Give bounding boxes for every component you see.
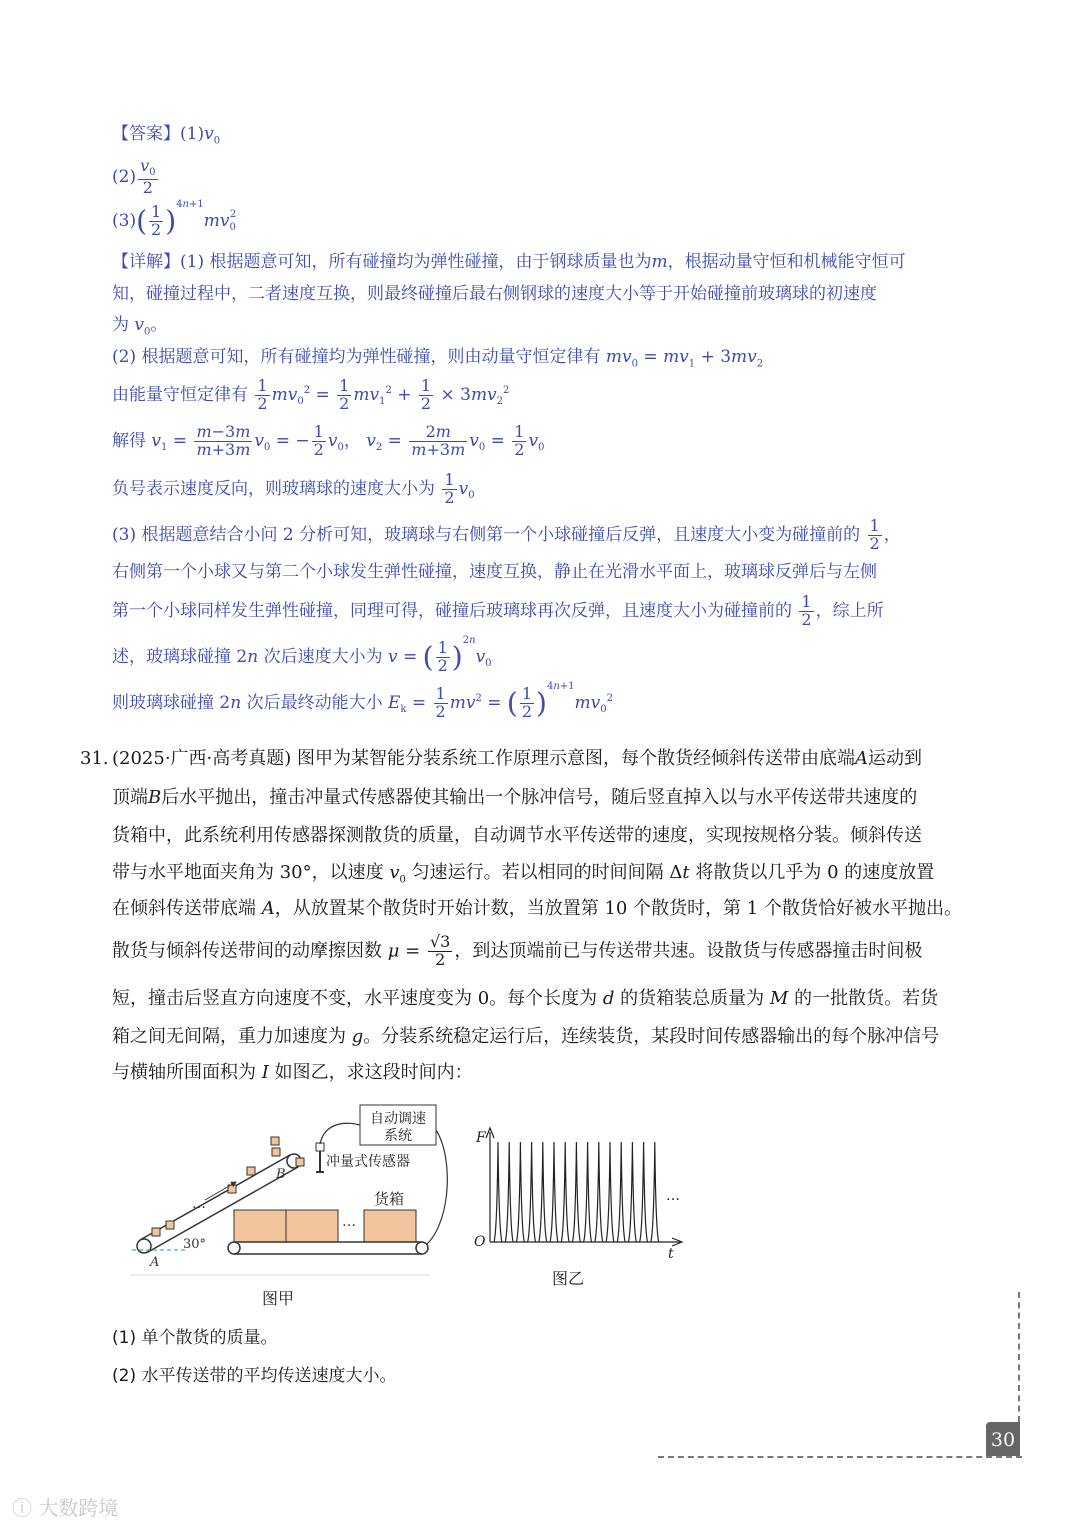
pulse	[516, 1142, 524, 1242]
crates	[234, 1210, 416, 1242]
pulse	[584, 1142, 592, 1242]
detail-p1-l3: 为 $v_0$。	[112, 315, 168, 338]
answer-label: 【答案】	[112, 124, 180, 144]
dashed-border-horizontal	[658, 1456, 1022, 1458]
pulse	[505, 1142, 513, 1242]
box-line-1: 自动调速	[370, 1111, 426, 1127]
sensor-label: 冲量式传感器	[326, 1154, 410, 1170]
detail-p3-l3: 第一个小球同样发生弹性碰撞，同理可得，碰撞后玻璃球再次反弹，且速度大小为碰撞前的 $\frac{1}{2}$ ，综上所	[112, 592, 884, 629]
detail-p2-l4: 负号表示速度反向，则玻璃球的速度大小为 $\frac{1}{2}$ $v_0$	[112, 470, 475, 507]
detail-p3-l4: 述，玻璃球碰撞 2n 次后速度大小为 v = ( $\frac{1}{2}$ )$^{2n}v_0$	[112, 635, 492, 675]
crate-label: 货箱	[374, 1190, 405, 1208]
question-line-9: 与横轴所围面积为 I 如图乙，求这段时间内：	[112, 1062, 473, 1083]
question-line-2: 顶端B后水平抛出，撞击冲量式传感器使其输出一个脉冲信号，随后竖直掉入以与水平传送带共速度的	[112, 787, 918, 808]
pulse-series	[494, 1142, 659, 1242]
detail-p3-l5: 则玻璃球碰撞 2n 次后最终动能大小 $E_k$ = $\frac{1}{2}$ $mv^2$ = ( $\frac{1}{2}$ )$^{4n+1}mv_0^2$	[112, 681, 614, 721]
sub-question-2: (2) 水平传送带的平均传送速度大小。	[112, 1366, 397, 1386]
figure-yi	[470, 1124, 690, 1264]
detail-label: 【详解】	[112, 252, 180, 272]
pulse	[640, 1142, 648, 1242]
pulse-dots: …	[666, 1188, 680, 1204]
question-number: 31.	[80, 748, 109, 769]
question-line-8: 箱之间无间隔，重力加速度为 g。分装系统稳定运行后，连续装货，某段时间传感器输出的每个脉冲信号	[112, 1026, 940, 1047]
axis-f-label: F	[476, 1130, 486, 1146]
detail-p2-l2: 由能量守恒定律有 $\frac{1}{2}$ $mv_0^2$ = $\frac{1}{2}$ $mv_1^2$ + $\frac{1}{2}$ × $3mv_2^2$	[112, 376, 510, 413]
answer-3: (3)( $\frac{1}{2}$ )$^{4n+1}mv_0^2$	[112, 199, 237, 239]
caption-yi: 图乙	[552, 1269, 585, 1288]
question-line-5: 在倾斜传送带底端 A，从放置某个散货时开始计数，当放置第 10 个散货时，第 1 个散货恰好被水平抛出。	[112, 898, 962, 919]
detail-p2-l3: 解得 $v_1$ = $\frac{m-3m}{m+3m}$ $v_0$ = − $\frac{1}{2}$ $v_0$， $v_2$ = $\frac{2m}{m+3m}$ $v_0$ = $\frac{1}{2}$ $v_0$	[112, 422, 545, 459]
pulse	[539, 1142, 547, 1242]
sub-question-1: (1) 单个散货的质量。	[112, 1328, 278, 1348]
answer-2: (2) $\frac{v_0}{2}$	[112, 156, 156, 197]
pulse	[628, 1142, 636, 1242]
question-line-1: (2025·广西·高考真题) 图甲为某智能分装系统工作原理示意图，每个散货经倾斜传送带由底端A运动到	[112, 748, 923, 769]
page-number: 30	[986, 1422, 1020, 1456]
caption-jia: 图甲	[262, 1289, 295, 1308]
pulse	[606, 1142, 614, 1242]
answer-1: 【答案】$(1)v_0$	[112, 124, 221, 147]
angle-label: 30°	[183, 1237, 207, 1252]
pulse	[528, 1142, 536, 1242]
axis-t-label: t	[668, 1246, 674, 1262]
question-line-7: 短，撞击后竖直方向速度不变，水平速度变为 0。每个长度为 d 的货箱装总质量为 M 的一批散货。若货	[112, 988, 939, 1009]
dashed-border-vertical	[1018, 1292, 1020, 1422]
detail-p2-l1: (2) 根据题意可知，所有碰撞均为弹性碰撞，则由动量守恒定律有 $mv_0 = mv_1 + 3mv_2$	[112, 347, 764, 370]
question-line-6: 散货与倾斜传送带间的动摩擦因数 μ = $\frac{√3}{2}$ ，到达顶端前已与传送带共速。设散货与传感器撞击时间极	[112, 932, 923, 969]
pulse	[617, 1142, 625, 1242]
incline-dots: …	[192, 1196, 206, 1212]
detail-p1-l2: 知，碰撞过程中，二者速度互换，则最终碰撞后最右侧钢球的速度大小等于开始碰撞前玻璃球的初速度	[112, 284, 877, 304]
pulse	[494, 1142, 502, 1242]
detail-p1-l1: 【详解】(1) 根据题意可知，所有碰撞均为弹性碰撞，由于钢球质量也为m，根据动量守恒和机械能守恒可	[112, 252, 906, 272]
crate-dots: …	[342, 1214, 356, 1230]
axis-o-label: O	[474, 1234, 486, 1250]
watermark: ⓘ 大数跨境	[12, 1496, 119, 1520]
watermark-logo-icon: ⓘ	[12, 1496, 32, 1520]
pulse	[651, 1142, 659, 1242]
detail-p3-l2: 右侧第一个小球又与第二个小球发生弹性碰撞，速度互换，静止在光滑水平面上，玻璃球反弹后与左侧	[112, 562, 877, 582]
pulse	[550, 1142, 558, 1242]
pulse	[572, 1142, 580, 1242]
impulse-sensor	[316, 1143, 324, 1172]
point-a-label: A	[150, 1255, 160, 1270]
pulse	[595, 1142, 603, 1242]
figure-jia	[130, 1100, 450, 1310]
horizontal-belt	[228, 1242, 428, 1254]
detail-p3-l1: (3) 根据题意结合小问 2 分析可知，玻璃球与右侧第一个小球碰撞后反弹，且速度大小变为碰撞前的 $\frac{1}{2}$ ，	[112, 516, 901, 553]
box-line-2: 系统	[384, 1128, 412, 1144]
pulse	[561, 1142, 569, 1242]
point-b-label: B	[276, 1167, 286, 1182]
question-line-4: 带与水平地面夹角为 30°，以速度 $v_0$ 匀速运行。若以相同的时间间隔 Δt 将散货以几乎为 0 的速度放置	[112, 862, 935, 886]
question-line-3: 货箱中，此系统利用传感器探测散货的质量，自动调节水平传送带的速度，实现按规格分装。倾斜传送	[112, 825, 922, 846]
